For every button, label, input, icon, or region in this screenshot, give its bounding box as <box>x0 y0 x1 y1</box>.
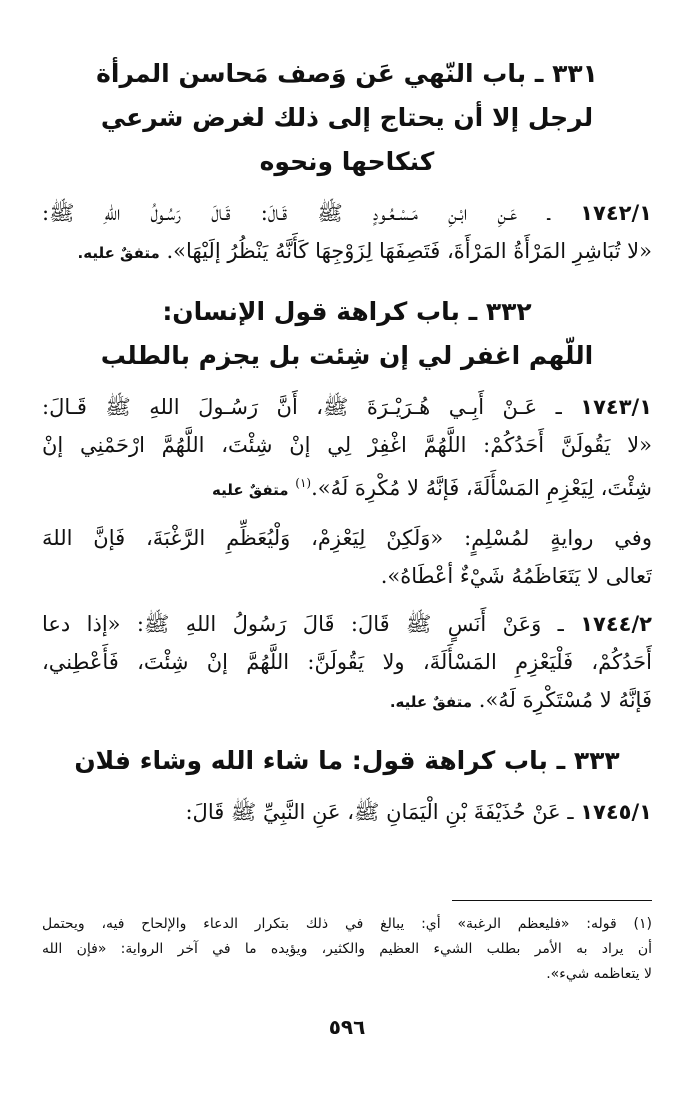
hadith-line <box>42 194 652 232</box>
hadith-line: وفي روايةٍ لمُسْلِمٍ: «وَلَكِنْ لِيَعْزِمْ، وَلْيُعَظِّمِ الرَّغْبَةَ، فَإنَّ اللهَ <box>42 526 652 550</box>
hadith-variant <box>42 519 652 595</box>
hadith-number: ١٧٤٥/١ <box>580 800 652 824</box>
hadith-text: ـ عَـنْ أَبِـي هُـرَيْـرَةَ ﷺ، أَنَّ رَسُـولَ اللهِ ﷺ قَـالَ: <box>42 395 562 419</box>
hadith-text: شِئْتَ، لِيَعْزِمِ المَسْأَلَةَ، فَإنَّهُ لا مُكْرِهَ لَهُ». <box>311 476 652 500</box>
hadith-number: ١٧٤٤/٢ <box>580 612 652 636</box>
hadith-line: تَعالى لا يَتَعَاظَمُهُ شَيْءٌ أعْطَاهُ». <box>380 564 652 588</box>
hadith-text: فَإنَّهُ لا مُسْتَكْرِهَ لَهُ». <box>478 688 652 712</box>
hadith-line <box>42 605 652 643</box>
footnote-line: لا يتعاظمه شيء». <box>546 966 652 982</box>
chapter-331 <box>42 52 652 272</box>
footnote-line: أن يراد به الأمر بطلب الشيء العظيم والكثير، ويؤيده ما في آخر الرواية: «فإن الله <box>42 941 652 957</box>
chapter-title-line: ٣٣٣ ـ باب كراهة قول: ما شاء الله وشاء فلان <box>74 746 620 775</box>
footnote-divider <box>452 900 652 901</box>
hadith-line <box>42 681 652 721</box>
chapter-title <box>42 52 652 184</box>
hadith-1745 <box>42 793 652 831</box>
hadith-number: ١٧٤٢/١ <box>580 201 652 225</box>
hadith-line: «لا يَقُولَنَّ أَحَدُكُمْ: اللَّهُمَّ اغْفِرْ لِي إنْ شِئْتَ، اللَّهُمَّ ارْحَمْنِي إنْ <box>42 433 652 457</box>
hadith-line <box>42 388 652 426</box>
chapter-title <box>42 290 652 378</box>
footnote-line: (١) قوله: «فليعظم الرغبة» أي: يبالغ في ذلك بتكرار الدعاء والإلحاح فيه، ويحتمل <box>42 916 652 932</box>
chapter-title-line: اللّهم اغفر لي إن شِئت بل يجزم بالطلب <box>100 341 594 370</box>
hadith-line <box>42 232 652 272</box>
hadith-grading: متفقٌ عليه. <box>77 244 160 262</box>
footnote <box>42 912 652 987</box>
hadith-grading: متفقٌ عليه <box>212 481 289 499</box>
chapter-title <box>42 739 652 783</box>
hadith-1742 <box>42 194 652 272</box>
chapter-title-line: كنكاحها ونحوه <box>259 147 435 176</box>
chapter-333 <box>42 739 652 831</box>
hadith-text: ـ عَنْ حُذَيْفَةَ بْنِ الْيَمَانِ ﷺ، عَنِ النَّبِيِّ ﷺ قَالَ: <box>185 800 574 824</box>
hadith-1743 <box>42 388 652 509</box>
chapter-title-line: لرجل إلا أن يحتاج إلى ذلك لغرض شرعي <box>100 103 594 132</box>
hadith-line <box>42 464 652 509</box>
hadith-1744 <box>42 605 652 721</box>
hadith-number: ١٧٤٣/١ <box>580 395 652 419</box>
hadith-line: أَحَدُكُمْ، فَلْيَعْزِمِ المَسْأَلَةَ، ولا يَقُولَنَّ: اللَّهُمَّ إنْ شِئْتَ، فَأَعْطِني، <box>42 650 652 674</box>
hadith-grading: متفقٌ عليه. <box>389 693 473 711</box>
footnote-reference[interactable]: (١) <box>295 476 312 490</box>
chapter-title-line: ٣٣١ ـ باب النّهي عَن وَصف مَحاسن المرأة <box>96 59 598 88</box>
hadith-line <box>42 793 652 831</box>
hadith-text: «لا تُبَاشِرِ المَرْأَةُ المَرْأَةَ، فَتَصِفَهَا لِزَوْجِهَا كَأَنَّهُ يَنْظُرُ إلَيْهَا». <box>166 239 652 263</box>
chapter-title-line: ٣٣٢ ـ باب كراهة قول الإنسان: <box>162 297 532 326</box>
chapter-332 <box>42 290 652 721</box>
hadith-text: ـ عَـنِ ابْـنِ مَـسْـعُـودٍ ﷺ قَـالَ: قَـالَ رَسُـولُ اللهِ ﷺ: <box>42 201 551 225</box>
hadith-text: ـ وَعَنْ أَنَسٍ ﷺ قَالَ: قَالَ رَسُولُ اللهِ ﷺ: «إذا دعا <box>42 612 564 636</box>
page-number: ٥٩٦ <box>328 1015 366 1039</box>
